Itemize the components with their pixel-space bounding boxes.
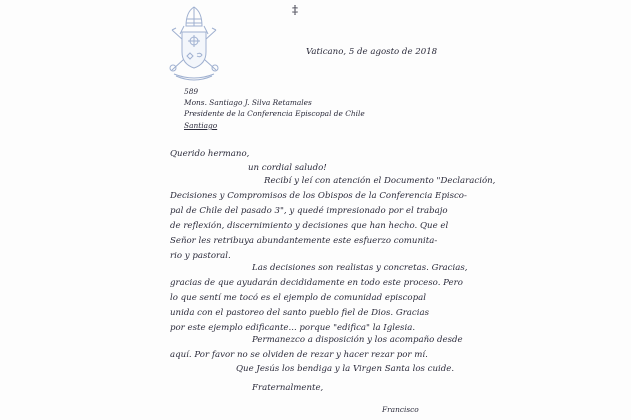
- paragraph-line: lo que sentí me tocó es el ejemplo de comunidad episcopal: [170, 293, 426, 303]
- paragraph-line: pal de Chile del pasado 3", y quedé impresionado por el trabajo: [170, 206, 448, 216]
- closing: Fraternalmente,: [252, 383, 324, 393]
- paragraph-line: gracias de que ayudarán decididamente en todo este proceso. Pero: [170, 278, 463, 288]
- paragraph-line: Permanezco a disposición y los acompaño desde: [252, 335, 463, 345]
- cross-mark: ‡: [292, 3, 298, 17]
- paragraph-line: Las decisiones son realistas y concretas. Gracias,: [252, 263, 468, 273]
- date-line: Vaticano, 5 de agosto de 2018: [306, 47, 438, 57]
- salutation: Querido hermano,: [170, 149, 250, 159]
- greeting: un cordial saludo!: [248, 163, 327, 173]
- papal-coat-of-arms-icon: [166, 4, 222, 84]
- paragraph-line: rio y pastoral.: [170, 251, 231, 261]
- recipient-city: Santiago: [184, 121, 218, 130]
- recipient-title: Presidente de la Conferencia Episcopal de Chile: [184, 109, 365, 118]
- signature: Francisco: [382, 405, 419, 414]
- paragraph-line: Recibí y leí con atención el Documento "Declaración,: [264, 176, 496, 186]
- paragraph-line: Decisiones y Compromisos de los Obispos de la Conferencia Episco-: [170, 191, 467, 201]
- paragraph-line: de reflexión, discernimiento y decisiones que han hecho. Que el: [170, 221, 449, 231]
- paragraph-line: aquí. Por favor no se olviden de rezar y hacer rezar por mí.: [170, 350, 428, 360]
- paragraph-line: Que Jesús los bendiga y la Virgen Santa los cuide.: [236, 364, 455, 374]
- paragraph-line: unida con el pastoreo del santo pueblo fiel de Dios. Gracias: [170, 308, 430, 318]
- reference-number: 589: [184, 87, 199, 96]
- paragraph-line: por este ejemplo edificante... porque "edifica" la Iglesia.: [170, 323, 416, 333]
- paragraph-line: Señor les retribuya abundantemente este esfuerzo comunita-: [170, 236, 438, 246]
- recipient-name: Mons. Santiago J. Silva Retamales: [184, 98, 312, 107]
